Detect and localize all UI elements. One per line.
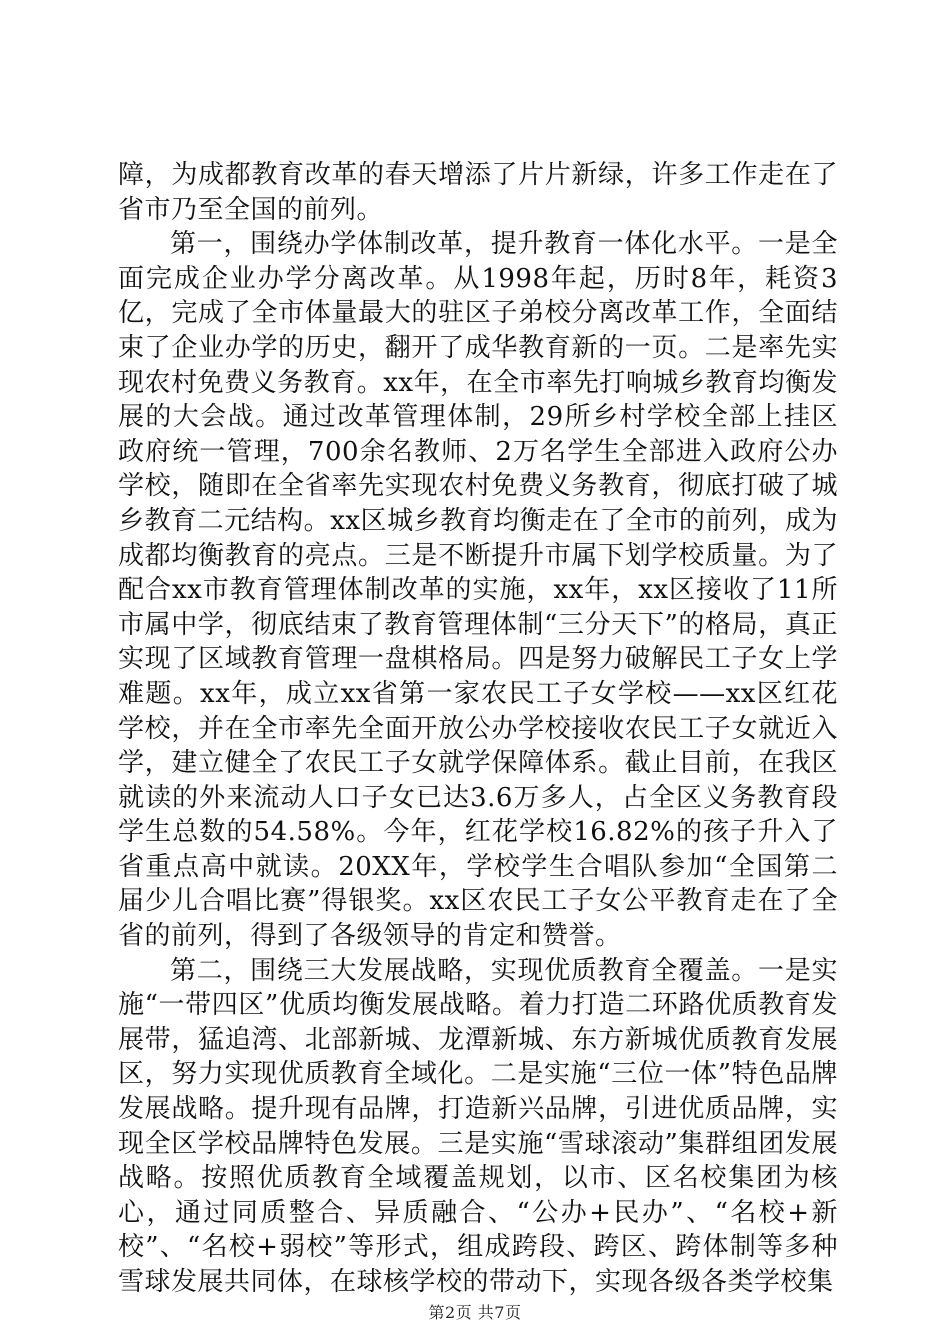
paragraph-second-strategy: 第二，围绕三大发展战略，实现优质教育全覆盖。一是实施“一带四区”优质均衡发展战略。着力打造二环路优质教育发展带，猛追湾、北部新城、龙潭新城、东方新城优质教育发展区，努力实现优质教育全域化。二是实施“三位一体”特色品牌发展战略。提升现有品牌，打造新兴品牌，引进优质品牌，实现全区学校品牌特色发展。三是实施“雪球滚动”集群组团发展战略。按照优质教育全域覆盖规划，以市、区名校集团为核心，通过同质整合、异质融合、“公办+民办”、“名校+新校”、“名校+弱校”等形式，组成跨段、跨区、跨体制等多种雪球发展共同体，在球核学校的带动下，实现各级各类学校集 xyxy=(118,955,838,1297)
paragraph-continuation: 障，为成都教育改革的春天增添了片片新绿，许多工作走在了省市乃至全国的前列。 xyxy=(118,160,838,225)
page-number-footer: 第2页 共7页 xyxy=(428,1303,522,1322)
body-text xyxy=(118,158,838,1300)
paragraph-first-reform: 第一，围绕办学体制改革，提升教育一体化水平。一是全面完成企业办学分离改革。从1998年起，历时8年，耗资3亿，完成了全市体量最大的驻区子弟校分离改革工作，全面结束了企业办学的历史，翻开了成华教育新的一页。二是率先实现农村免费义务教育。xx年，在全市率先打响城乡教育均衡发展的大会战。通过改革管理体制，29所乡村学校全部上挂区政府统一管理，700余名教师、2万名学生全部进入政府公办学校，随即在全省率先实现农村免费义务教育，彻底打破了城乡教育二元结构。xx区城乡教育均衡走在了全市的前列，成为成都均衡教育的亮点。三是不断提升市属下划学校质量。为了配合xx市教育管理体制改革的实施，xx年，xx区接收了11所市属中学，彻底结束了教育管理体制“三分天下”的格局，真正实现了区域教育管理一盘棋格局。四是努力破解民工子女上学难题。xx年，成立xx省第一家农民工子女学校——xx区红花学校，并在全市率先全面开放公办学校接收农民工子女就近入学，建立健全了农民工子女就学保障体系。截止目前，在我区就读的外来流动人口子女已达3.6万多人，占全区义务教育段学生总数的54.58%。今年，红花学校16.82%的孩子升入了省重点高中就读。20XX年，学校学生合唱队参加“全国第二届少儿合唱比赛”得银奖。xx区农民工子女公平教育走在了全省的前列，得到了各级领导的肯定和赞誉。 xyxy=(118,229,838,952)
